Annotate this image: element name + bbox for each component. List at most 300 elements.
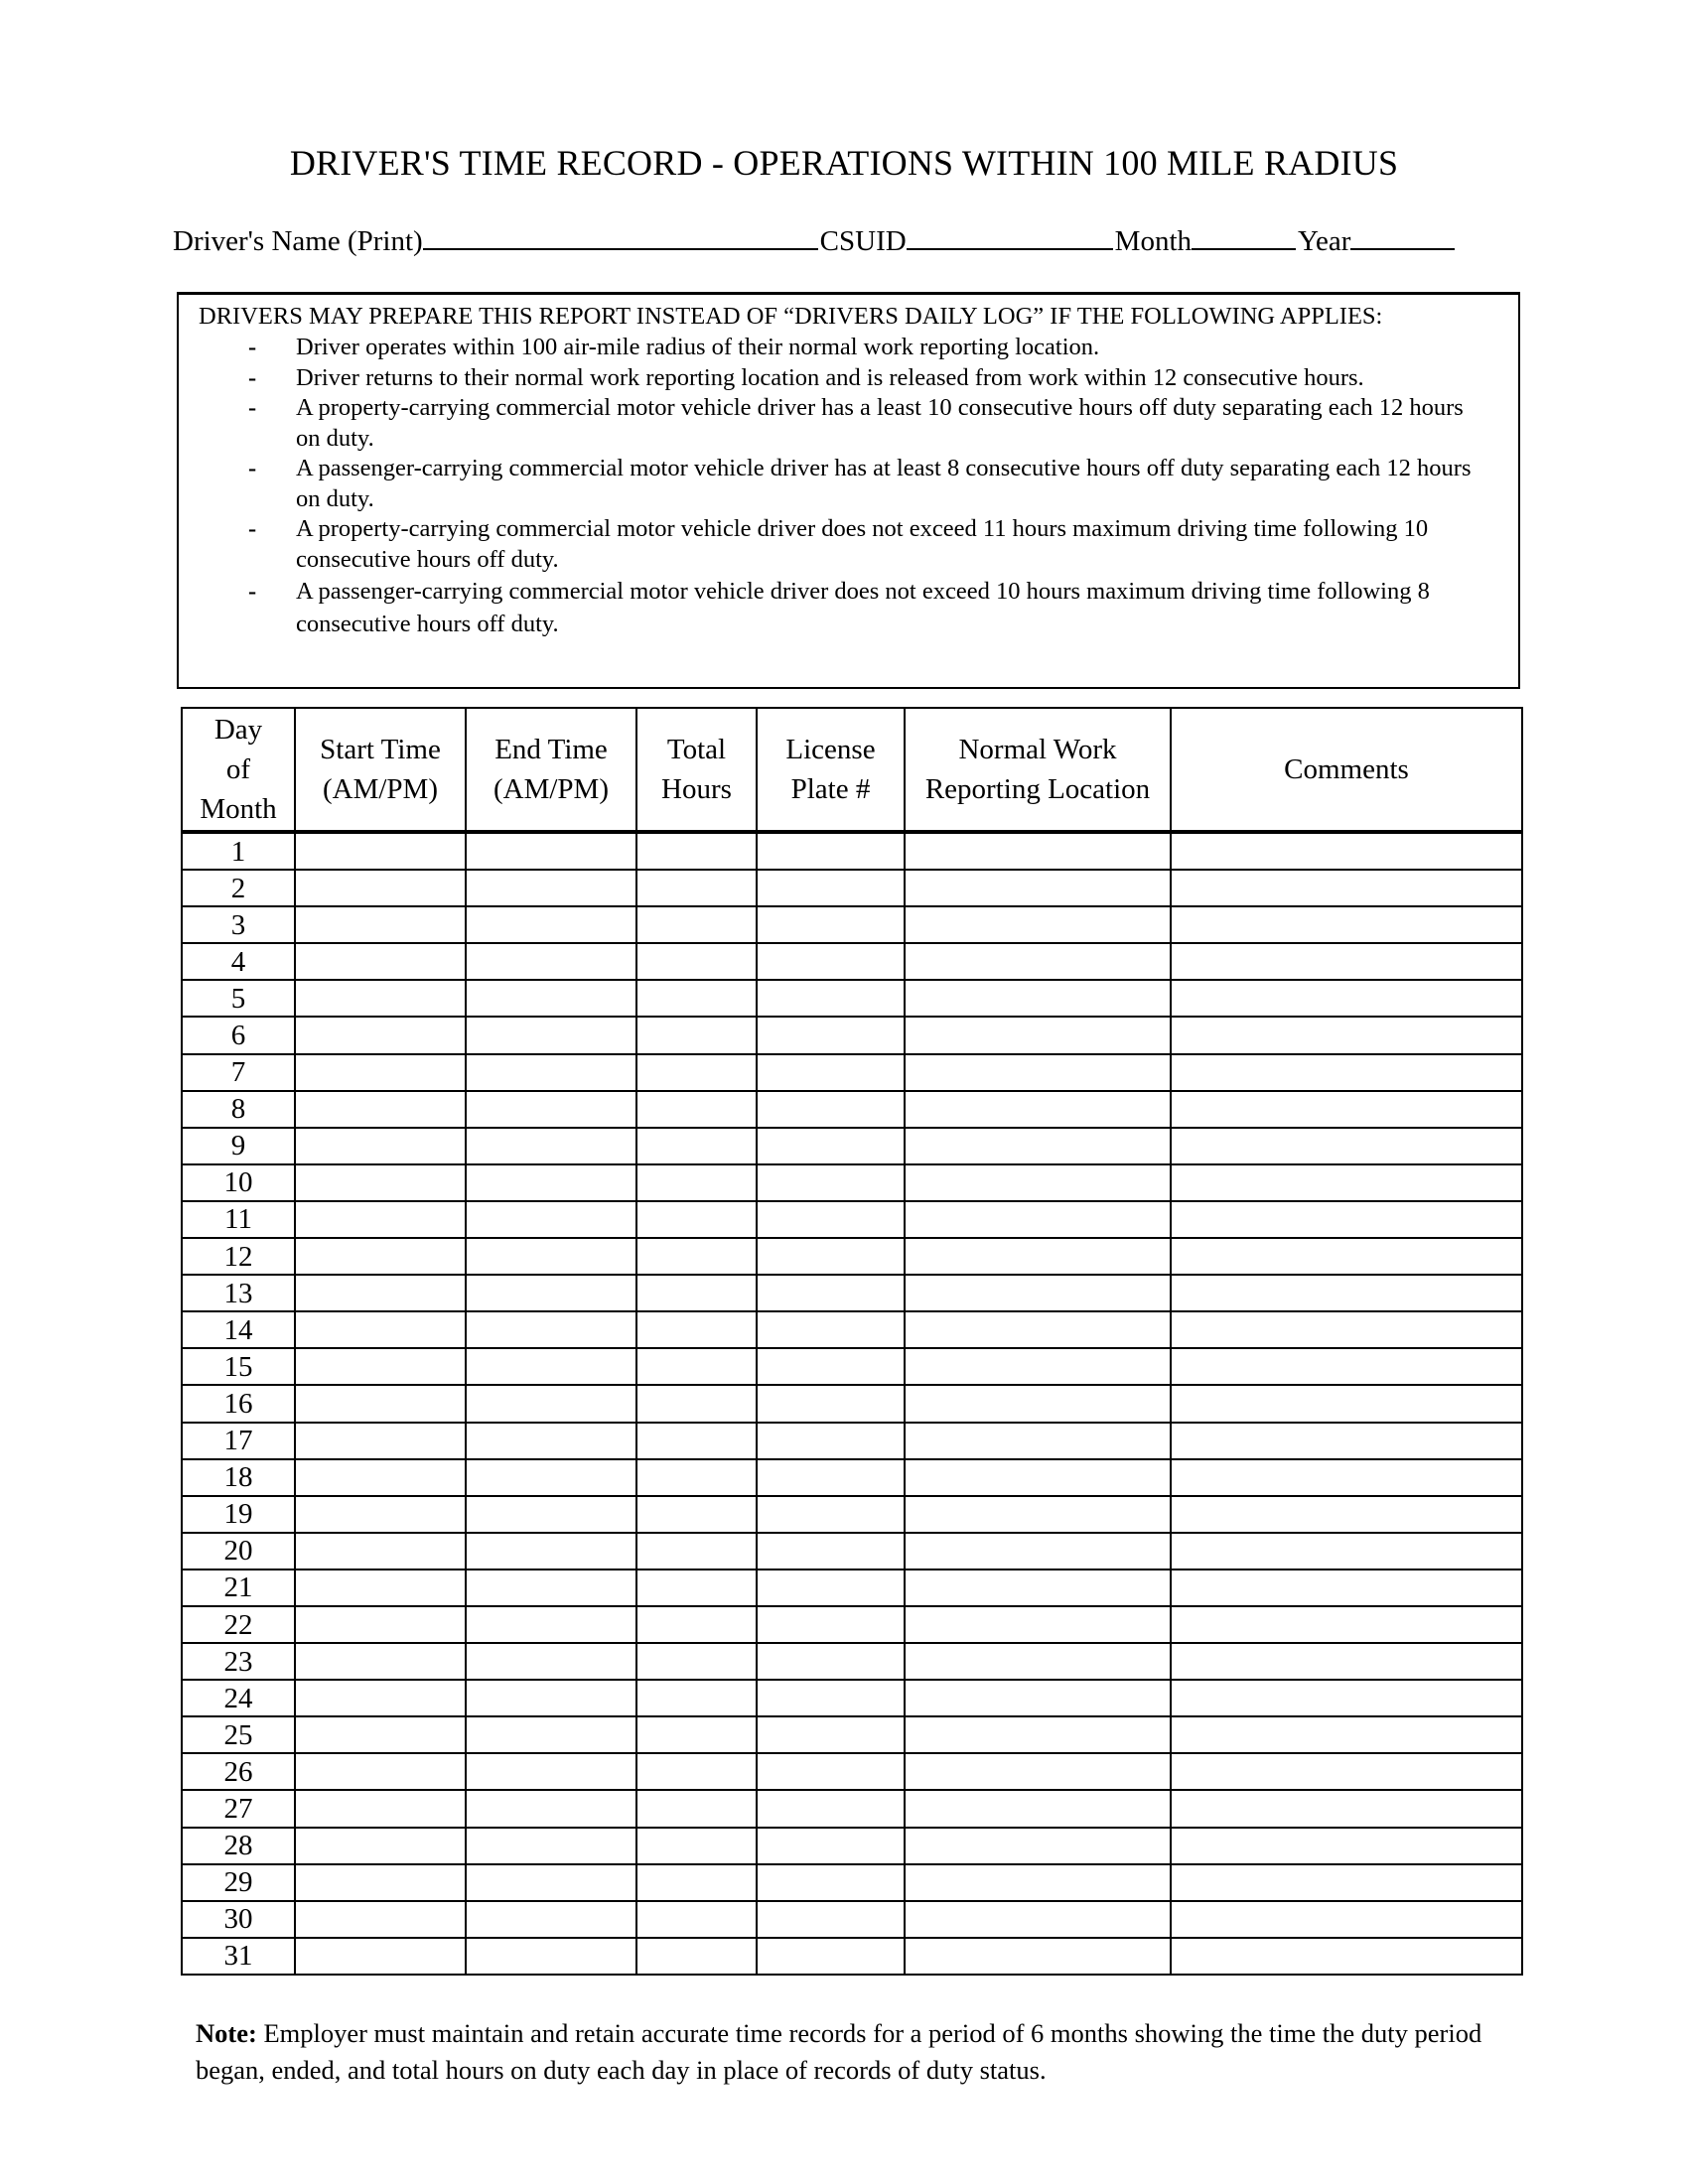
- day-number: 28: [182, 1828, 295, 1864]
- cell-license-plate[interactable]: [757, 1828, 905, 1864]
- cell-start-time[interactable]: [295, 1938, 466, 1975]
- day-number: 18: [182, 1459, 295, 1496]
- cell-normal-work-location[interactable]: [905, 943, 1171, 980]
- day-number: 2: [182, 870, 295, 906]
- table-row: [182, 832, 1522, 870]
- cell-start-time[interactable]: [295, 1459, 466, 1496]
- cell-total-hours[interactable]: [636, 1901, 757, 1938]
- cell-end-time[interactable]: [466, 1901, 636, 1938]
- csuid-label: CSUID: [819, 225, 907, 257]
- driver-info-line: [173, 224, 1457, 258]
- column-header-comments: [1171, 708, 1522, 832]
- header-line: (AM/PM): [322, 773, 438, 805]
- cell-normal-work-location[interactable]: [905, 1128, 1171, 1164]
- header-line: End Time: [494, 734, 608, 765]
- cell-license-plate[interactable]: [757, 1091, 905, 1128]
- cell-license-plate[interactable]: [757, 1790, 905, 1827]
- cell-end-time[interactable]: [466, 1164, 636, 1201]
- cell-comments[interactable]: [1171, 1423, 1522, 1459]
- bullet-dash-icon: -: [248, 455, 257, 481]
- cell-normal-work-location[interactable]: [905, 870, 1171, 906]
- cell-start-time[interactable]: [295, 1017, 466, 1053]
- cell-comments[interactable]: [1171, 1054, 1522, 1091]
- cell-comments[interactable]: [1171, 1201, 1522, 1238]
- cell-start-time[interactable]: [295, 1201, 466, 1238]
- cell-normal-work-location[interactable]: [905, 1311, 1171, 1348]
- header-line: Total: [666, 734, 727, 765]
- bullet-dash-icon: -: [248, 394, 257, 421]
- note-text: Employer must maintain and retain accurate time records for a period of 6 months showing the time the duty period began, ended, and total hours on duty each day in place of records of duty status.: [196, 2018, 1482, 2085]
- cell-total-hours[interactable]: [636, 870, 757, 906]
- day-number: 27: [182, 1790, 295, 1827]
- day-number: 4: [182, 943, 295, 980]
- cell-normal-work-location[interactable]: [905, 1790, 1171, 1827]
- cell-comments[interactable]: [1171, 1643, 1522, 1680]
- cell-total-hours[interactable]: [636, 1753, 757, 1790]
- table-row: [182, 1643, 1522, 1680]
- cell-normal-work-location[interactable]: [905, 1938, 1171, 1975]
- cell-comments[interactable]: [1171, 832, 1522, 870]
- cell-start-time[interactable]: [295, 1680, 466, 1716]
- header-line: Normal Work: [958, 734, 1117, 765]
- cell-total-hours[interactable]: [636, 1570, 757, 1606]
- rule-text: A property-carrying commercial motor vehicle driver has a least 10 consecutive hours off duty separating each 12 hours on duty.: [296, 394, 1464, 452]
- cell-end-time[interactable]: [466, 1716, 636, 1753]
- cell-start-time[interactable]: [295, 1423, 466, 1459]
- table-row: [182, 1311, 1522, 1348]
- day-number: 19: [182, 1496, 295, 1533]
- table-row: [182, 870, 1522, 906]
- time-record-table: [181, 707, 1523, 1976]
- cell-total-hours[interactable]: [636, 1864, 757, 1901]
- year-field[interactable]: [1350, 224, 1455, 250]
- bullet-dash-icon: -: [248, 515, 257, 542]
- cell-end-time[interactable]: [466, 980, 636, 1017]
- cell-normal-work-location[interactable]: [905, 1606, 1171, 1643]
- cell-total-hours[interactable]: [636, 906, 757, 943]
- day-number: 30: [182, 1901, 295, 1938]
- cell-start-time[interactable]: [295, 1275, 466, 1311]
- cell-normal-work-location[interactable]: [905, 1753, 1171, 1790]
- table-row: [182, 1385, 1522, 1422]
- header-line: License: [785, 734, 876, 765]
- cell-end-time[interactable]: [466, 1385, 636, 1422]
- cell-comments[interactable]: [1171, 1311, 1522, 1348]
- cell-start-time[interactable]: [295, 1054, 466, 1091]
- day-number: 24: [182, 1680, 295, 1716]
- cell-license-plate[interactable]: [757, 1496, 905, 1533]
- rule-item: [179, 393, 1518, 454]
- day-number: 20: [182, 1533, 295, 1570]
- header-line: (AM/PM): [492, 773, 609, 805]
- cell-license-plate[interactable]: [757, 1423, 905, 1459]
- cell-license-plate[interactable]: [757, 1275, 905, 1311]
- cell-end-time[interactable]: [466, 1201, 636, 1238]
- table-body: [182, 832, 1522, 1975]
- header-line: Start Time: [320, 734, 441, 765]
- column-header-normal-work-location: [905, 708, 1171, 832]
- cell-comments[interactable]: [1171, 1828, 1522, 1864]
- cell-normal-work-location[interactable]: [905, 1348, 1171, 1385]
- cell-end-time[interactable]: [466, 832, 636, 870]
- table-row: [182, 1128, 1522, 1164]
- header-line: Reporting Location: [924, 773, 1151, 805]
- cell-license-plate[interactable]: [757, 1348, 905, 1385]
- cell-total-hours[interactable]: [636, 1938, 757, 1975]
- cell-normal-work-location[interactable]: [905, 1496, 1171, 1533]
- rule-text: Driver returns to their normal work reporting location and is released from work within 12 consecutive hours.: [296, 363, 1364, 391]
- cell-end-time[interactable]: [466, 1643, 636, 1680]
- cell-total-hours[interactable]: [636, 1828, 757, 1864]
- cell-license-plate[interactable]: [757, 1054, 905, 1091]
- cell-license-plate[interactable]: [757, 1753, 905, 1790]
- table-row: [182, 1054, 1522, 1091]
- day-number: 5: [182, 980, 295, 1017]
- table-row: [182, 1164, 1522, 1201]
- cell-total-hours[interactable]: [636, 1348, 757, 1385]
- table-row: [182, 1828, 1522, 1864]
- day-number: 12: [182, 1238, 295, 1275]
- rule-text: A passenger-carrying commercial motor vehicle driver has at least 8 consecutive hours off duty separating each 12 hours on duty.: [296, 455, 1472, 512]
- cell-total-hours[interactable]: [636, 1790, 757, 1827]
- cell-comments[interactable]: [1171, 1606, 1522, 1643]
- table-row: [182, 1275, 1522, 1311]
- cell-end-time[interactable]: [466, 1423, 636, 1459]
- table-row: [182, 1753, 1522, 1790]
- cell-end-time[interactable]: [466, 1054, 636, 1091]
- day-number: 16: [182, 1385, 295, 1422]
- cell-license-plate[interactable]: [757, 1128, 905, 1164]
- bullet-dash-icon: -: [248, 334, 257, 360]
- table-row: [182, 1680, 1522, 1716]
- day-number: 6: [182, 1017, 295, 1053]
- cell-comments[interactable]: [1171, 1459, 1522, 1496]
- cell-total-hours[interactable]: [636, 1643, 757, 1680]
- cell-normal-work-location[interactable]: [905, 1201, 1171, 1238]
- cell-end-time[interactable]: [466, 1017, 636, 1053]
- table-row: [182, 1459, 1522, 1496]
- cell-license-plate[interactable]: [757, 1606, 905, 1643]
- table-row: [182, 1238, 1522, 1275]
- cell-start-time[interactable]: [295, 1901, 466, 1938]
- cell-comments[interactable]: [1171, 1238, 1522, 1275]
- day-number: 9: [182, 1128, 295, 1164]
- rule-text: A property-carrying commercial motor vehicle driver does not exceed 11 hours maximum driving time following 10 consecutive hours off duty.: [296, 515, 1429, 573]
- cell-start-time[interactable]: [295, 1348, 466, 1385]
- cell-comments[interactable]: [1171, 1790, 1522, 1827]
- cell-start-time[interactable]: [295, 1606, 466, 1643]
- cell-comments[interactable]: [1171, 1901, 1522, 1938]
- cell-normal-work-location[interactable]: [905, 1054, 1171, 1091]
- cell-license-plate[interactable]: [757, 1716, 905, 1753]
- header-line: Day: [213, 714, 263, 746]
- cell-total-hours[interactable]: [636, 1385, 757, 1422]
- cell-license-plate[interactable]: [757, 1533, 905, 1570]
- note-label: Note:: [196, 2018, 257, 2048]
- cell-start-time[interactable]: [295, 1828, 466, 1864]
- cell-comments[interactable]: [1171, 1716, 1522, 1753]
- rule-text: Driver operates within 100 air-mile radius of their normal work reporting location.: [296, 334, 1100, 360]
- driver-name-field[interactable]: [423, 224, 818, 250]
- cell-start-time[interactable]: [295, 1643, 466, 1680]
- cell-normal-work-location[interactable]: [905, 1828, 1171, 1864]
- cell-comments[interactable]: [1171, 1128, 1522, 1164]
- cell-start-time[interactable]: [295, 1385, 466, 1422]
- cell-end-time[interactable]: [466, 1606, 636, 1643]
- header-line: Month: [200, 793, 277, 825]
- table-row: [182, 1938, 1522, 1975]
- cell-normal-work-location[interactable]: [905, 1238, 1171, 1275]
- cell-comments[interactable]: [1171, 1091, 1522, 1128]
- cell-normal-work-location[interactable]: [905, 1164, 1171, 1201]
- day-number: 14: [182, 1311, 295, 1348]
- csuid-field[interactable]: [907, 224, 1113, 250]
- day-number: 17: [182, 1423, 295, 1459]
- cell-normal-work-location[interactable]: [905, 1385, 1171, 1422]
- cell-comments[interactable]: [1171, 1385, 1522, 1422]
- cell-license-plate[interactable]: [757, 1570, 905, 1606]
- cell-normal-work-location[interactable]: [905, 980, 1171, 1017]
- table-header-row: [182, 708, 1522, 832]
- cell-start-time[interactable]: [295, 1864, 466, 1901]
- table-row: [182, 1606, 1522, 1643]
- table-row: [182, 1864, 1522, 1901]
- cell-license-plate[interactable]: [757, 1164, 905, 1201]
- eligibility-rules-box: [177, 292, 1520, 689]
- cell-normal-work-location[interactable]: [905, 1275, 1171, 1311]
- day-number: 13: [182, 1275, 295, 1311]
- cell-license-plate[interactable]: [757, 1938, 905, 1975]
- cell-total-hours[interactable]: [636, 1423, 757, 1459]
- cell-end-time[interactable]: [466, 1348, 636, 1385]
- cell-end-time[interactable]: [466, 1091, 636, 1128]
- cell-start-time[interactable]: [295, 1496, 466, 1533]
- cell-license-plate[interactable]: [757, 1238, 905, 1275]
- table-row: [182, 1091, 1522, 1128]
- cell-end-time[interactable]: [466, 1753, 636, 1790]
- cell-end-time[interactable]: [466, 1938, 636, 1975]
- cell-normal-work-location[interactable]: [905, 1459, 1171, 1496]
- cell-end-time[interactable]: [466, 1128, 636, 1164]
- cell-total-hours[interactable]: [636, 1275, 757, 1311]
- table-row: [182, 1716, 1522, 1753]
- cell-start-time[interactable]: [295, 1716, 466, 1753]
- cell-total-hours[interactable]: [636, 1606, 757, 1643]
- cell-comments[interactable]: [1171, 1348, 1522, 1385]
- cell-license-plate[interactable]: [757, 1901, 905, 1938]
- day-number: 22: [182, 1606, 295, 1643]
- cell-end-time[interactable]: [466, 1238, 636, 1275]
- cell-end-time[interactable]: [466, 1275, 636, 1311]
- cell-total-hours[interactable]: [636, 980, 757, 1017]
- cell-comments[interactable]: [1171, 1275, 1522, 1311]
- cell-license-plate[interactable]: [757, 1311, 905, 1348]
- header-line: Plate #: [790, 773, 871, 805]
- table-row: [182, 1533, 1522, 1570]
- column-header-start-time: [295, 708, 466, 832]
- cell-total-hours[interactable]: [636, 1496, 757, 1533]
- cell-end-time[interactable]: [466, 870, 636, 906]
- table-row: [182, 1201, 1522, 1238]
- cell-start-time[interactable]: [295, 870, 466, 906]
- cell-comments[interactable]: [1171, 1753, 1522, 1790]
- cell-normal-work-location[interactable]: [905, 1643, 1171, 1680]
- cell-comments[interactable]: [1171, 943, 1522, 980]
- cell-comments[interactable]: [1171, 1533, 1522, 1570]
- table-row: [182, 1017, 1522, 1053]
- cell-start-time[interactable]: [295, 1570, 466, 1606]
- cell-total-hours[interactable]: [636, 1128, 757, 1164]
- day-number: 23: [182, 1643, 295, 1680]
- cell-comments[interactable]: [1171, 1496, 1522, 1533]
- table-row: [182, 980, 1522, 1017]
- cell-total-hours[interactable]: [636, 832, 757, 870]
- cell-end-time[interactable]: [466, 1459, 636, 1496]
- bullet-dash-icon: -: [248, 363, 257, 391]
- cell-license-plate[interactable]: [757, 1643, 905, 1680]
- day-number: 15: [182, 1348, 295, 1385]
- cell-start-time[interactable]: [295, 1164, 466, 1201]
- cell-start-time[interactable]: [295, 1790, 466, 1827]
- cell-comments[interactable]: [1171, 1570, 1522, 1606]
- cell-license-plate[interactable]: [757, 1864, 905, 1901]
- cell-license-plate[interactable]: [757, 1385, 905, 1422]
- cell-start-time[interactable]: [295, 1533, 466, 1570]
- rule-item: [179, 575, 1518, 640]
- day-number: 1: [182, 832, 295, 870]
- cell-normal-work-location[interactable]: [905, 1423, 1171, 1459]
- cell-start-time[interactable]: [295, 1311, 466, 1348]
- cell-comments[interactable]: [1171, 1680, 1522, 1716]
- table-row: [182, 1423, 1522, 1459]
- day-number: 21: [182, 1570, 295, 1606]
- cell-normal-work-location[interactable]: [905, 1533, 1171, 1570]
- cell-start-time[interactable]: [295, 1238, 466, 1275]
- cell-license-plate[interactable]: [757, 870, 905, 906]
- column-header-total-hours: [636, 708, 757, 832]
- cell-license-plate[interactable]: [757, 832, 905, 870]
- cell-total-hours[interactable]: [636, 1164, 757, 1201]
- cell-total-hours[interactable]: [636, 1054, 757, 1091]
- rule-item: [179, 363, 1518, 394]
- column-header-license-plate: [757, 708, 905, 832]
- cell-comments[interactable]: [1171, 1864, 1522, 1901]
- cell-end-time[interactable]: [466, 1790, 636, 1827]
- cell-comments[interactable]: [1171, 980, 1522, 1017]
- cell-total-hours[interactable]: [636, 1311, 757, 1348]
- header-line: of: [225, 753, 251, 785]
- cell-total-hours[interactable]: [636, 1716, 757, 1753]
- day-number: 3: [182, 906, 295, 943]
- cell-end-time[interactable]: [466, 943, 636, 980]
- cell-start-time[interactable]: [295, 906, 466, 943]
- cell-normal-work-location[interactable]: [905, 1017, 1171, 1053]
- day-number: 26: [182, 1753, 295, 1790]
- cell-total-hours[interactable]: [636, 1533, 757, 1570]
- cell-normal-work-location[interactable]: [905, 832, 1171, 870]
- cell-license-plate[interactable]: [757, 1680, 905, 1716]
- cell-start-time[interactable]: [295, 980, 466, 1017]
- cell-normal-work-location[interactable]: [905, 1091, 1171, 1128]
- column-header-day-of-month: [182, 708, 295, 832]
- cell-end-time[interactable]: [466, 1311, 636, 1348]
- form-title: DRIVER'S TIME RECORD - OPERATIONS WITHIN 100 MILE RADIUS: [289, 143, 1399, 183]
- cell-comments[interactable]: [1171, 1164, 1522, 1201]
- bullet-dash-icon: -: [248, 578, 257, 605]
- cell-comments[interactable]: [1171, 906, 1522, 943]
- table-row: [182, 1496, 1522, 1533]
- cell-comments[interactable]: [1171, 1017, 1522, 1053]
- cell-normal-work-location[interactable]: [905, 1680, 1171, 1716]
- rules-list: [179, 333, 1518, 640]
- cell-end-time[interactable]: [466, 1864, 636, 1901]
- cell-end-time[interactable]: [466, 1680, 636, 1716]
- cell-license-plate[interactable]: [757, 906, 905, 943]
- cell-normal-work-location[interactable]: [905, 906, 1171, 943]
- cell-start-time[interactable]: [295, 832, 466, 870]
- cell-license-plate[interactable]: [757, 1017, 905, 1053]
- cell-license-plate[interactable]: [757, 980, 905, 1017]
- cell-start-time[interactable]: [295, 1753, 466, 1790]
- cell-comments[interactable]: [1171, 870, 1522, 906]
- cell-license-plate[interactable]: [757, 1201, 905, 1238]
- cell-normal-work-location[interactable]: [905, 1864, 1171, 1901]
- rule-item: [179, 333, 1518, 363]
- cell-end-time[interactable]: [466, 1828, 636, 1864]
- day-number: 29: [182, 1864, 295, 1901]
- cell-total-hours[interactable]: [636, 943, 757, 980]
- cell-total-hours[interactable]: [636, 1201, 757, 1238]
- month-label: Month: [1114, 225, 1193, 257]
- cell-end-time[interactable]: [466, 906, 636, 943]
- cell-end-time[interactable]: [466, 1496, 636, 1533]
- cell-normal-work-location[interactable]: [905, 1901, 1171, 1938]
- retention-note: [196, 2015, 1516, 2089]
- cell-total-hours[interactable]: [636, 1017, 757, 1053]
- cell-comments[interactable]: [1171, 1938, 1522, 1975]
- cell-total-hours[interactable]: [636, 1091, 757, 1128]
- day-number: 31: [182, 1938, 295, 1975]
- rule-item: [179, 454, 1518, 514]
- rule-item: [179, 514, 1518, 575]
- rules-heading: DRIVERS MAY PREPARE THIS REPORT INSTEAD OF “DRIVERS DAILY LOG” IF THE FOLLOWING APPLIES:: [199, 303, 1383, 330]
- cell-end-time[interactable]: [466, 1533, 636, 1570]
- table-row: [182, 1348, 1522, 1385]
- header-line: Comments: [1284, 753, 1409, 785]
- cell-license-plate[interactable]: [757, 943, 905, 980]
- cell-total-hours[interactable]: [636, 1238, 757, 1275]
- cell-end-time[interactable]: [466, 1570, 636, 1606]
- cell-total-hours[interactable]: [636, 1680, 757, 1716]
- column-header-end-time: [466, 708, 636, 832]
- cell-total-hours[interactable]: [636, 1459, 757, 1496]
- cell-normal-work-location[interactable]: [905, 1570, 1171, 1606]
- day-number: 25: [182, 1716, 295, 1753]
- rule-text: A passenger-carrying commercial motor vehicle driver does not exceed 10 hours maximum driving time following 8 consecutive hours off duty.: [296, 578, 1430, 637]
- year-label: Year: [1298, 225, 1351, 257]
- day-number: 8: [182, 1091, 295, 1128]
- cell-start-time[interactable]: [295, 1091, 466, 1128]
- table-row: [182, 1901, 1522, 1938]
- day-number: 7: [182, 1054, 295, 1091]
- table-row: [182, 943, 1522, 980]
- cell-start-time[interactable]: [295, 1128, 466, 1164]
- header-line: Hours: [661, 773, 732, 805]
- cell-start-time[interactable]: [295, 943, 466, 980]
- cell-license-plate[interactable]: [757, 1459, 905, 1496]
- month-field[interactable]: [1192, 224, 1296, 250]
- cell-normal-work-location[interactable]: [905, 1716, 1171, 1753]
